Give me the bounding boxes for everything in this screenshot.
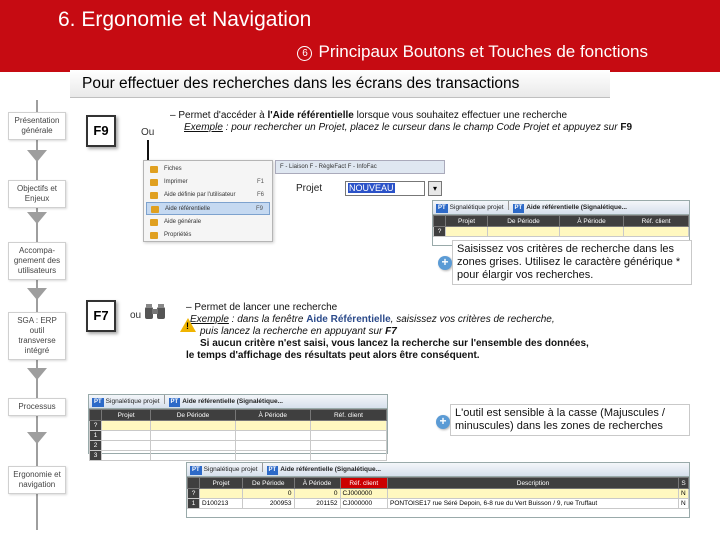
chevron-down-icon bbox=[27, 150, 47, 162]
result-grid: Projet De Période À Période Réf. client ? bbox=[433, 215, 689, 237]
chevron-down-icon[interactable]: ▾ bbox=[428, 181, 442, 196]
nav-item-sga[interactable] bbox=[8, 312, 66, 360]
page-subtitle bbox=[297, 42, 648, 62]
nav-item-presentation[interactable] bbox=[8, 112, 66, 140]
projet-input[interactable]: NOUVEAU bbox=[345, 181, 425, 196]
menu-item[interactable]: Propriétés bbox=[146, 229, 270, 242]
search-icon bbox=[151, 206, 159, 213]
f7-key: F7 bbox=[86, 300, 116, 332]
nav-item-processus[interactable] bbox=[8, 398, 66, 416]
result-grid: Projet De Période À Période Réf. client ? 1 2 3 bbox=[89, 409, 387, 461]
nav-label: Accompa-gnement des utilisateurs bbox=[13, 246, 61, 275]
connector-line bbox=[147, 140, 149, 160]
folder-icon bbox=[150, 166, 158, 173]
tab-strip[interactable]: F - Liaison F - RègleFact F - InfoFac bbox=[275, 160, 445, 174]
window-titlebar: PT Signalétique projet PT Aide référentielle (Signalétique... bbox=[187, 463, 689, 477]
chevron-down-icon bbox=[27, 288, 47, 300]
page-title: 6. Ergonomie et Navigation bbox=[58, 8, 312, 31]
nav-item-ergonomie[interactable] bbox=[8, 466, 66, 494]
chevron-down-icon bbox=[27, 432, 47, 444]
nav-label: Objectifs et Enjeux bbox=[16, 184, 57, 203]
plus-icon: + bbox=[438, 256, 452, 270]
help-icon bbox=[150, 219, 158, 226]
help-icon bbox=[150, 192, 158, 199]
or-label: ou bbox=[130, 310, 142, 321]
nav-item-objectifs[interactable] bbox=[8, 180, 66, 208]
tip-callout-2: L'outil est sensible à la casse (Majuscules / minuscules) dans les zones de recherches bbox=[450, 404, 690, 436]
section-band bbox=[70, 70, 610, 98]
header-bar bbox=[0, 0, 720, 72]
menu-item-aide-referentielle[interactable]: Aide référentielle F9 bbox=[146, 202, 270, 215]
menu-item[interactable]: Aide générale bbox=[146, 216, 270, 229]
properties-icon bbox=[150, 232, 158, 239]
projet-label: Projet bbox=[296, 183, 323, 194]
binoculars-icon[interactable] bbox=[144, 303, 166, 321]
or-label: Ou bbox=[141, 127, 155, 138]
section-title: Pour effectuer des recherches dans les écrans des transactions bbox=[82, 75, 520, 92]
nav-label: SGA : ERP outil transverse intégré bbox=[17, 316, 57, 355]
chevron-down-icon bbox=[27, 368, 47, 380]
printer-icon bbox=[150, 179, 158, 186]
menu-item[interactable]: Fiches bbox=[146, 163, 270, 176]
tip-callout-1: Saisissez vos critères de recherche dans les zones grises. Utilisez le caractère générique * pour élargir vos recherches. bbox=[452, 240, 692, 285]
aide-referentielle-window-2 bbox=[88, 394, 388, 459]
subtitle-text: Principaux Boutons et Touches de fonctions bbox=[318, 42, 648, 61]
chevron-down-icon bbox=[27, 212, 47, 224]
menu-item[interactable]: Imprimer F1 bbox=[146, 176, 270, 189]
result-grid: Projet De Période À Période Réf. client Description S ? 0 0 CJ000000 N 1 D100213 200953 201152 CJ000000 PONTOISE17 rue Séré Depoin, 6-8 rue du Vert Buisson / 9, rue Truffaut N bbox=[187, 477, 689, 509]
f7-description: – Permet de lancer une recherche Exemple : dans la fenêtre Aide Référentielle, saisissez vos critères de recherche, puis lancez la recherche en appuyant sur F7 Si aucun critère n'est saisi, vous lancez la recherche sur l'ensemble des données, le temps d'affichage des résultats peut alors être conséquent. bbox=[186, 302, 589, 361]
nav-label: Ergonomie et navigation bbox=[13, 470, 61, 489]
menu-item[interactable]: Aide définie par l'utilisateur F6 bbox=[146, 189, 270, 202]
window-titlebar: PT Signalétique projet PT Aide référentielle (Signalétique... bbox=[433, 201, 689, 215]
aide-referentielle-window-3 bbox=[186, 462, 690, 518]
context-menu bbox=[143, 160, 273, 242]
nav-label: Présentation générale bbox=[14, 116, 60, 135]
window-titlebar: PT Signalétique projet PT Aide référentielle (Signalétique... bbox=[89, 395, 387, 409]
plus-icon: + bbox=[436, 415, 450, 429]
f9-key: F9 bbox=[86, 115, 116, 147]
number-badge: 6 bbox=[297, 46, 312, 61]
nav-item-accompagnement[interactable] bbox=[8, 242, 66, 280]
nav-label: Processus bbox=[18, 402, 56, 411]
f9-description: – Permet d'accéder à l'Aide référentielle lorsque vous souhaitez effectuer une recherche Exemple : pour rechercher un Projet, placez le curseur dans le champ Code Projet et appuyez sur F9 bbox=[170, 110, 633, 133]
warning-mark: ! bbox=[186, 321, 189, 331]
